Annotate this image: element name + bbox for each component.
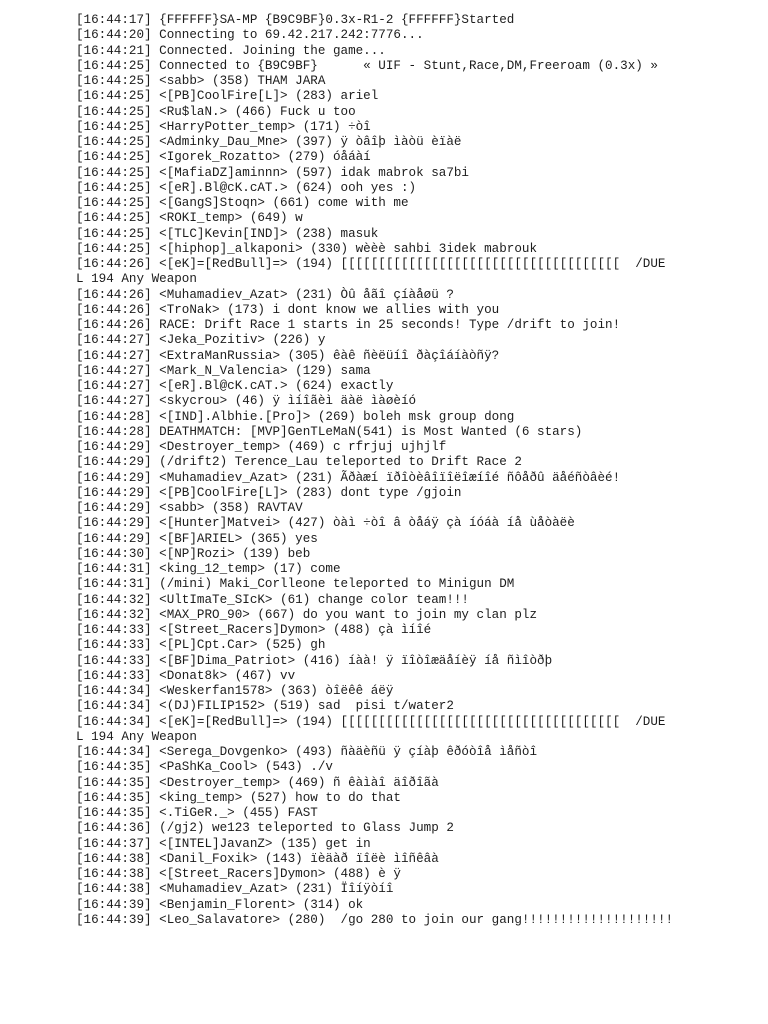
chat-log-line: [16:44:39] <Leo_Salavatore> (280) /go 280 to join our gang!!!!!!!!!!!!!!!!!!!! — [76, 912, 674, 927]
chat-log-line: [16:44:28] <[IND].Albhie.[Pro]> (269) boleh msk group dong — [76, 409, 515, 424]
chat-log-line: [16:44:25] <Adminky_Dau_Mne> (397) ÿ òâîþ ìàòü èïàë — [76, 135, 462, 149]
chat-log-line: [16:44:25] <[hiphop]_alkaponi> (330) wèèè sahbi 3idek mabrouk — [76, 241, 538, 256]
chat-log-line: L 194 Any Weapon — [76, 272, 197, 287]
chat-log-line: [16:44:33] <Donat8k> (467) vv — [76, 668, 296, 683]
chat-log-line: [16:44:29] <Muhamadiev_Azat> (231) Ãðàæí ïðîòèâîïîëîæíîé ñôåðû äåéñòâèé! — [76, 470, 621, 485]
chat-log-line: [16:44:38] <Danil_Foxik> (143) ïèäàð ïîëè ìîñêâà — [76, 851, 439, 866]
chat-log-line: [16:44:25] <sabb> (358) THAM JARA — [76, 74, 326, 88]
chat-log-line: [16:44:38] <Muhamadiev_Azat> (231) Ïîíÿòíî — [76, 882, 394, 897]
chat-log-line: [16:44:35] <king_temp> (527) how to do that — [76, 790, 401, 805]
chat-log-line: [16:44:25] <HarryPotter_temp> (171) ÷òî — [76, 119, 371, 134]
chat-log-line: [16:44:38] <[Street_Racers]Dymon> (488) è ÿ — [76, 867, 401, 881]
chat-log-line: [16:44:25] <[PB]CoolFire[L]> (283) ariel — [76, 89, 379, 104]
chat-log-line: [16:44:29] (/drift2) Terence_Lau teleported to Drift Race 2 — [76, 455, 522, 470]
chat-log-line: [16:44:29] <[PB]CoolFire[L]> (283) dont type /gjoin — [76, 485, 462, 500]
chat-log-line: [16:44:26] <Muhamadiev_Azat> (231) Òû åãî çíàåøü ? — [76, 287, 454, 302]
chat-log-line: [16:44:32] <UltImaTe_SIcK> (61) change color team!!! — [76, 592, 469, 607]
chat-log-line: [16:44:26] <[eK]=[RedBull]=> (194) [[[[[[[[[[[[[[[[[[[[[[[[[[[[[[[[[[[[[ /DUE — [76, 257, 666, 271]
chat-log-line: [16:44:35] <PaShKa_Cool> (543) ./v — [76, 760, 333, 775]
chat-log-line: [16:44:39] <Benjamin_Florent> (314) ok — [76, 897, 364, 912]
chat-log-line: [16:44:25] <[eR].Bl@cK.cAT.> (624) ooh yes :) — [76, 180, 417, 195]
chat-log-line: [16:44:29] <Destroyer_temp> (469) c rfrjuj ujhjlf — [76, 440, 447, 454]
chat-log-line: [16:44:28] DEATHMATCH: [MVP]GenTLeMaN(541) is Most Wanted (6 stars) — [76, 424, 583, 439]
chat-log-line: [16:44:26] <TroNak> (173) i dont know we allies with you — [76, 302, 500, 317]
chat-log — [76, 13, 716, 928]
chat-log-line: [16:44:29] <[BF]ARIEL> (365) yes — [76, 531, 318, 546]
chat-log-line: [16:44:34] <Weskerfan1578> (363) òîëêê áëÿ — [76, 684, 394, 698]
chat-log-line: [16:44:34] <Serega_Dovgenko> (493) ñàäèñü ÿ çíàþ êðóòîå ìåñòî — [76, 745, 538, 759]
chat-log-line: [16:44:31] <king_12_temp> (17) come — [76, 562, 341, 576]
chat-log-line: [16:44:27] <ExtraManRussia> (305) êàê ñèëüíî ðàçîáíàòñÿ? — [76, 348, 500, 363]
chat-log-line: [16:44:25] <ROKI_temp> (649) w — [76, 211, 303, 226]
chat-log-line: [16:44:25] Connected to {B9C9BF} « UIF - Stunt,Race,DM,Freeroam (0.3x) » — [76, 58, 658, 73]
chat-log-line: [16:44:35] <.TiGeR._> (455) FAST — [76, 806, 318, 820]
chat-log-line: [16:44:25] <Igorek_Rozatto> (279) óåáàí — [76, 150, 371, 165]
chat-log-line: [16:44:20] Connecting to 69.42.217.242:7776... — [76, 28, 424, 43]
chat-log-line: [16:44:29] <[Hunter]Matvei> (427) òàì ÷òî â òåáÿ çà íóáà íå ùåòàëè — [76, 516, 575, 531]
chat-log-line: [16:44:25] <[GangS]Stoqn> (661) come with me — [76, 196, 409, 210]
chat-log-line: L 194 Any Weapon — [76, 729, 197, 744]
chat-log-line: [16:44:33] <[Street_Racers]Dymon> (488) çà ìíîé — [76, 623, 432, 637]
chat-log-line: [16:44:37] <[INTEL]JavanZ> (135) get in — [76, 836, 371, 851]
chat-log-line: [16:44:34] <(DJ)FILIP152> (519) sad pisi t/water2 — [76, 699, 454, 714]
chat-log-line: [16:44:27] <Jeka_Pozitiv> (226) y — [76, 333, 326, 348]
chat-log-line: [16:44:35] <Destroyer_temp> (469) ñ êàìàî äîðîãà — [76, 775, 439, 790]
chat-log-line: [16:44:27] <[eR].Bl@cK.cAT.> (624) exactly — [76, 379, 394, 393]
chat-log-line: [16:44:25] <[TLC]Kevin[IND]> (238) masuk — [76, 226, 379, 241]
chat-log-line: [16:44:32] <MAX_PRO_90> (667) do you want to join my clan plz — [76, 607, 538, 622]
chat-log-line: [16:44:21] Connected. Joining the game... — [76, 43, 386, 58]
chat-log-line: [16:44:31] (/mini) Maki_Corlleone teleported to Minigun DM — [76, 577, 515, 592]
chat-log-line: [16:44:34] <[eK]=[RedBull]=> (194) [[[[[[[[[[[[[[[[[[[[[[[[[[[[[[[[[[[[[ /DUE — [76, 714, 666, 729]
chat-log-line: [16:44:25] <[MafiaDZ]aminnn> (597) idak mabrok sa7bi — [76, 165, 469, 180]
chat-log-line: [16:44:25] <Ru$laN.> (466) Fuck u too — [76, 104, 356, 119]
chat-log-line: [16:44:36] (/gj2) we123 teleported to Glass Jump 2 — [76, 821, 454, 836]
chat-log-line: [16:44:30] <[NP]Rozi> (139) beb — [76, 546, 311, 561]
chat-log-line: [16:44:33] <[BF]Dima_Patriot> (416) íàà! ÿ ïîòîæäåíèÿ íå ñìîòðþ — [76, 653, 553, 668]
chat-log-line: [16:44:17] {FFFFFF}SA-MP {B9C9BF}0.3x-R1-2 {FFFFFF}Started — [76, 13, 515, 27]
chat-log-line: [16:44:29] <sabb> (358) RAVTAV — [76, 501, 303, 515]
chat-log-line: [16:44:27] <skycrou> (46) ÿ ìíîãèì äàë ìàøèíó — [76, 394, 417, 409]
chat-log-line: [16:44:27] <Mark_N_Valencia> (129) sama — [76, 363, 371, 378]
chat-log-line: [16:44:33] <[PL]Cpt.Car> (525) gh — [76, 638, 326, 653]
chat-log-line: [16:44:26] RACE: Drift Race 1 starts in 25 seconds! Type /drift to join! — [76, 318, 621, 332]
